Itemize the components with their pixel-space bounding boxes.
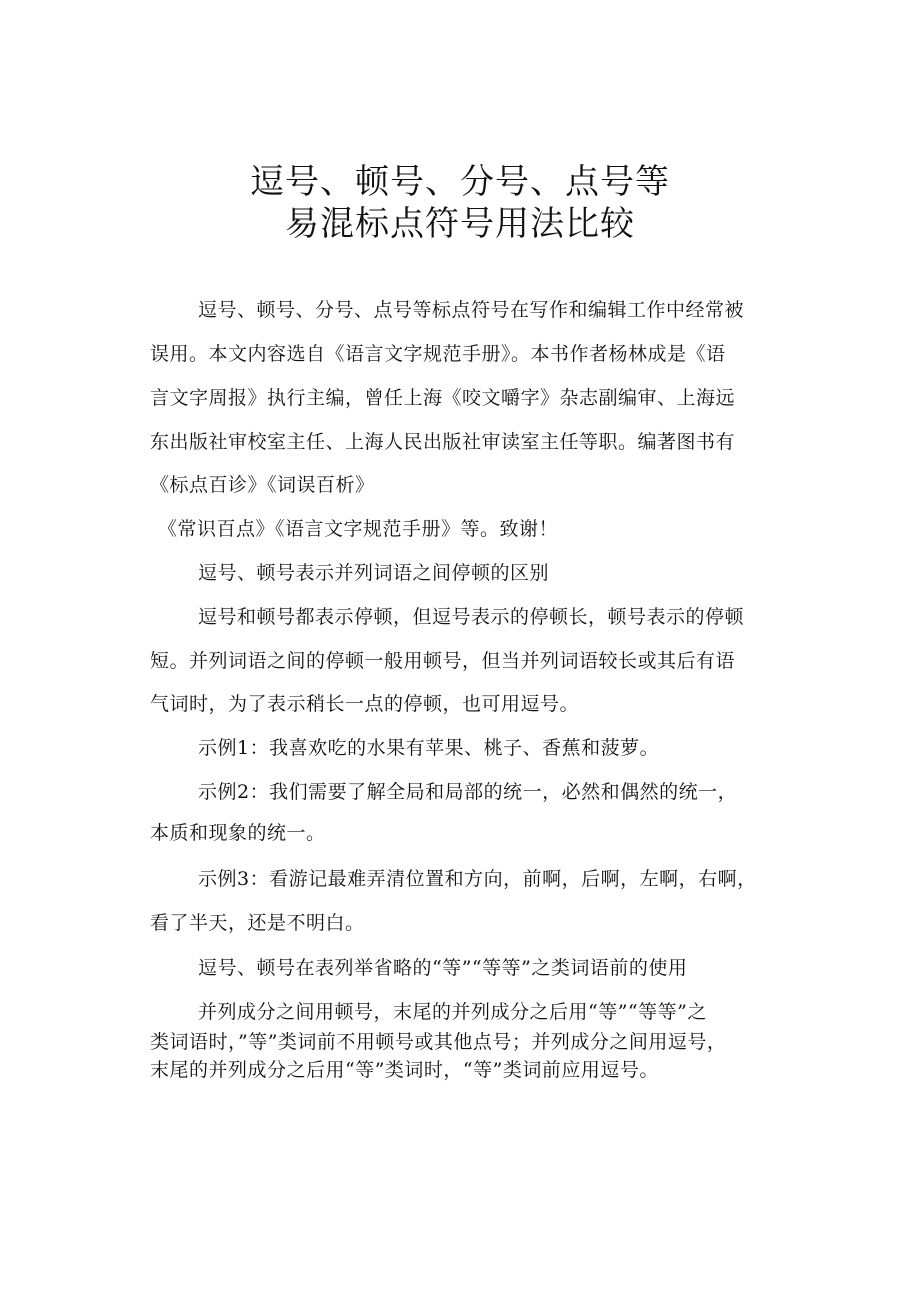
section-heading: 逗号、顿号表示并列词语之间停顿的区别 (198, 562, 550, 584)
paragraph-line: 《标点百诊》《词误百析》 (150, 474, 375, 496)
paragraph-line: 并列成分之间用顿号，末尾的并列成分之后用“等”“等等”之 (198, 1001, 707, 1023)
example-line: 示例1：我喜欢吃的水果有苹果、桃子、香蕉和菠萝。 (198, 737, 660, 759)
paragraph-line: 东出版社审校室主任、上海人民出版社审读室主任等职。编著图书有 (150, 431, 736, 453)
paragraph-line: 末尾的并列成分之后用“等”类词时，“等”类词前应用逗号。 (150, 1059, 659, 1081)
example-line: 示例3：看游记最难弄清位置和方向，前啊，后啊，左啊，右啊， (198, 868, 757, 890)
example-line: 看了半天，还是不明白。 (150, 912, 365, 934)
title-line-2: 易混标点符号用法比较 (285, 204, 635, 244)
paragraph-line: 言文字周报》执行主编，曾任上海《咬文嚼字》杂志副编审、上海远 (150, 387, 736, 409)
paragraph-line: 《常识百点》《语言文字规范手册》等。致谢！ (158, 518, 559, 540)
paragraph-line: 误用。本文内容选自《语言文字规范手册》。本书作者杨林成是《语 (150, 343, 726, 365)
title-line-1: 逗号、顿号、分号、点号等 (250, 162, 670, 202)
paragraph-line: 气词时，为了表示稍长一点的停顿，也可用逗号。 (150, 693, 580, 715)
paragraph-line: 短。并列词语之间的停顿一般用顿号，但当并列词语较长或其后有语 (150, 650, 736, 672)
paragraph-line: 逗号和顿号都表示停顿，但逗号表示的停顿长，顿号表示的停顿 (198, 606, 745, 628)
paragraph-line: 类词语时，”等”类词前不用顿号或其他点号；并列成分之间用逗号， (150, 1031, 727, 1053)
example-line: 本质和现象的统一。 (150, 822, 326, 844)
section-heading: 逗号、顿号在表列举省略的“等”“等等”之类词语前的使用 (198, 957, 688, 979)
example-line: 示例2：我们需要了解全局和局部的统一，必然和偶然的统一， (198, 781, 738, 803)
paragraph-line: 逗号、顿号、分号、点号等标点符号在写作和编辑工作中经常被 (198, 299, 745, 321)
